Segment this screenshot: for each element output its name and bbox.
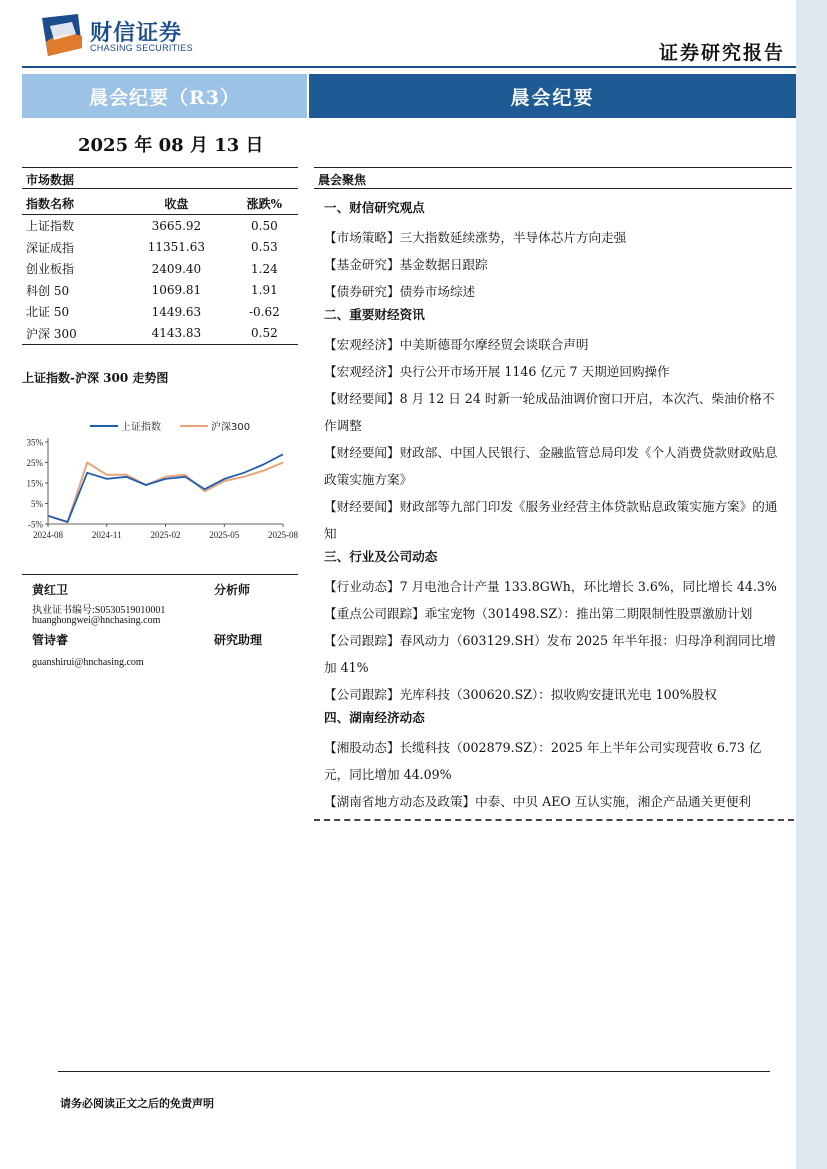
- list-item: 【湖南省地方动态及政策】中泰、中贝 AEO 互认实施，湘企产品通关更便利: [324, 794, 752, 809]
- table-row: [22, 258, 298, 280]
- index-change: -0.62: [248, 304, 280, 319]
- logo-mark-icon: [38, 12, 86, 58]
- logo-english-name: CHASING SECURITIES: [90, 43, 193, 53]
- y-tick-label: -5%: [28, 519, 43, 530]
- x-tick-label: 2025-05: [209, 530, 240, 540]
- assistant-email: guanshirui@hnchasing.com: [32, 657, 144, 668]
- series-line-sse: [48, 454, 283, 522]
- index-close: 3665.92: [151, 218, 202, 233]
- list-item: 【基金研究】基金数据日跟踪: [324, 257, 488, 272]
- logo-chinese-name: 财信证券: [90, 21, 183, 46]
- section-heading: 三、行业及公司动态: [324, 549, 438, 564]
- assistant-name: 管诗睿: [32, 633, 69, 647]
- list-item: 【财经要闻】财政部、中国人民银行、金融监管总局印发《个人消费贷款财政贴息政策实施方案》: [324, 445, 778, 487]
- list-item: 【重点公司跟踪】乖宝宠物（301498.SZ）：推出第二期限制性股票激励计划: [324, 606, 753, 621]
- section-heading: 四、湖南经济动态: [324, 710, 425, 725]
- index-name: 沪深 300: [22, 323, 122, 345]
- x-tick-label: 2025-02: [150, 530, 181, 540]
- list-item: 【湘股动态】长缆科技（002879.SZ）：2025 年上半年公司实现营收 6.73 亿元，同比增加 44.09%: [324, 740, 762, 782]
- table-row: [22, 323, 298, 345]
- trend-chart: [18, 410, 298, 550]
- index-name: 北证 50: [26, 305, 70, 320]
- list-item: 【财经要闻】财政部等九部门印发《服务业经营主体贷款贴息政策实施方案》的通知: [324, 499, 778, 541]
- footer-disclaimer: 请务必阅读正文之后的免责声明: [60, 1097, 214, 1110]
- analyst-block: [22, 574, 298, 668]
- col-header-change: 涨跌%: [231, 192, 298, 215]
- col-header-close: 收盘: [122, 192, 231, 215]
- list-item: 【行业动态】7 月电池合计产量 133.8GWh，环比增长 3.6%，同比增长 44.3%: [324, 579, 777, 594]
- focus-content: [324, 198, 786, 815]
- index-close: 1449.63: [151, 304, 202, 319]
- list-item: 【公司跟踪】春风动力（603129.SH）发布 2025 年半年报：归母净利润同比增加 41%: [324, 633, 776, 675]
- x-tick-label: 2024-08: [33, 530, 63, 540]
- index-change: 0.52: [231, 323, 298, 345]
- index-name: 创业板指: [26, 262, 75, 277]
- analyst-name: 黄红卫: [32, 583, 69, 597]
- x-tick-label: 2024-11: [91, 530, 122, 540]
- legend-label: 上证指数: [121, 422, 161, 433]
- header-divider: [22, 66, 796, 68]
- legend-label: 沪深300: [211, 422, 251, 433]
- index-close: 4143.83: [122, 323, 231, 345]
- analyst-role: 分析师: [214, 583, 251, 597]
- table-row: [22, 215, 298, 237]
- index-change: 1.91: [251, 283, 278, 298]
- index-name: 上证指数: [26, 219, 75, 234]
- list-item: 【公司跟踪】光库科技（300620.SZ）：拟收购安捷讯光电 100%股权: [324, 687, 717, 702]
- table-row: [22, 280, 298, 302]
- dashed-divider: [314, 819, 794, 821]
- list-item: 【债券研究】债券市场综述: [324, 284, 476, 299]
- analyst-cert: 执业证书编号:S0530519010001: [32, 605, 166, 616]
- market-data-table: [22, 192, 298, 345]
- x-tick-label: 2025-08: [268, 530, 298, 540]
- index-name: 科创 50: [26, 283, 70, 298]
- report-type: 证券研究报告: [658, 42, 785, 64]
- chart-title: 上证指数-沪深 300 走势图: [22, 371, 169, 385]
- side-stripe: [796, 0, 827, 1169]
- section-heading: 二、重要财经资讯: [324, 307, 425, 322]
- footer-divider: [58, 1071, 770, 1072]
- assistant-role: 研究助理: [214, 633, 263, 647]
- col-header-name: 指数名称: [22, 192, 122, 215]
- table-row: [22, 301, 298, 323]
- index-name: 深证成指: [26, 240, 75, 255]
- list-item: 【宏观经济】央行公开市场开展 1146 亿元 7 天期逆回购操作: [324, 364, 670, 379]
- list-item: 【宏观经济】中美斯德哥尔摩经贸会谈联合声明: [324, 337, 589, 352]
- analyst-email: huanghongwei@hnchasing.com: [32, 615, 161, 626]
- y-tick-label: 35%: [26, 437, 43, 448]
- focus-heading: 晨会聚焦: [314, 167, 792, 189]
- list-item: 【市场策略】三大指数延续涨势，半导体芯片方向走强: [324, 230, 627, 245]
- index-close: 11351.63: [147, 240, 205, 255]
- index-change: 0.50: [251, 218, 278, 233]
- index-close: 2409.40: [151, 261, 202, 276]
- list-item: 【财经要闻】8 月 12 日 24 时新一轮成品油调价窗口开启，本次汽、柴油价格不作调整: [324, 391, 775, 433]
- company-logo: [38, 12, 198, 58]
- report-date: 2025 年 08 月 13 日: [78, 135, 264, 156]
- table-row: [22, 237, 298, 259]
- table-header-row: [22, 192, 298, 215]
- banner-left: 晨会纪要（R3）: [22, 74, 307, 118]
- y-tick-label: 5%: [31, 499, 43, 509]
- section-heading: 一、财信研究观点: [324, 200, 425, 215]
- index-change: 1.24: [251, 261, 278, 276]
- index-close: 1069.81: [151, 283, 202, 298]
- banner-right: 晨会纪要: [309, 74, 796, 118]
- market-data-heading: 市场数据: [22, 167, 298, 189]
- y-tick-label: 15%: [26, 478, 43, 489]
- y-tick-label: 25%: [26, 458, 43, 468]
- index-change: 0.53: [251, 240, 278, 255]
